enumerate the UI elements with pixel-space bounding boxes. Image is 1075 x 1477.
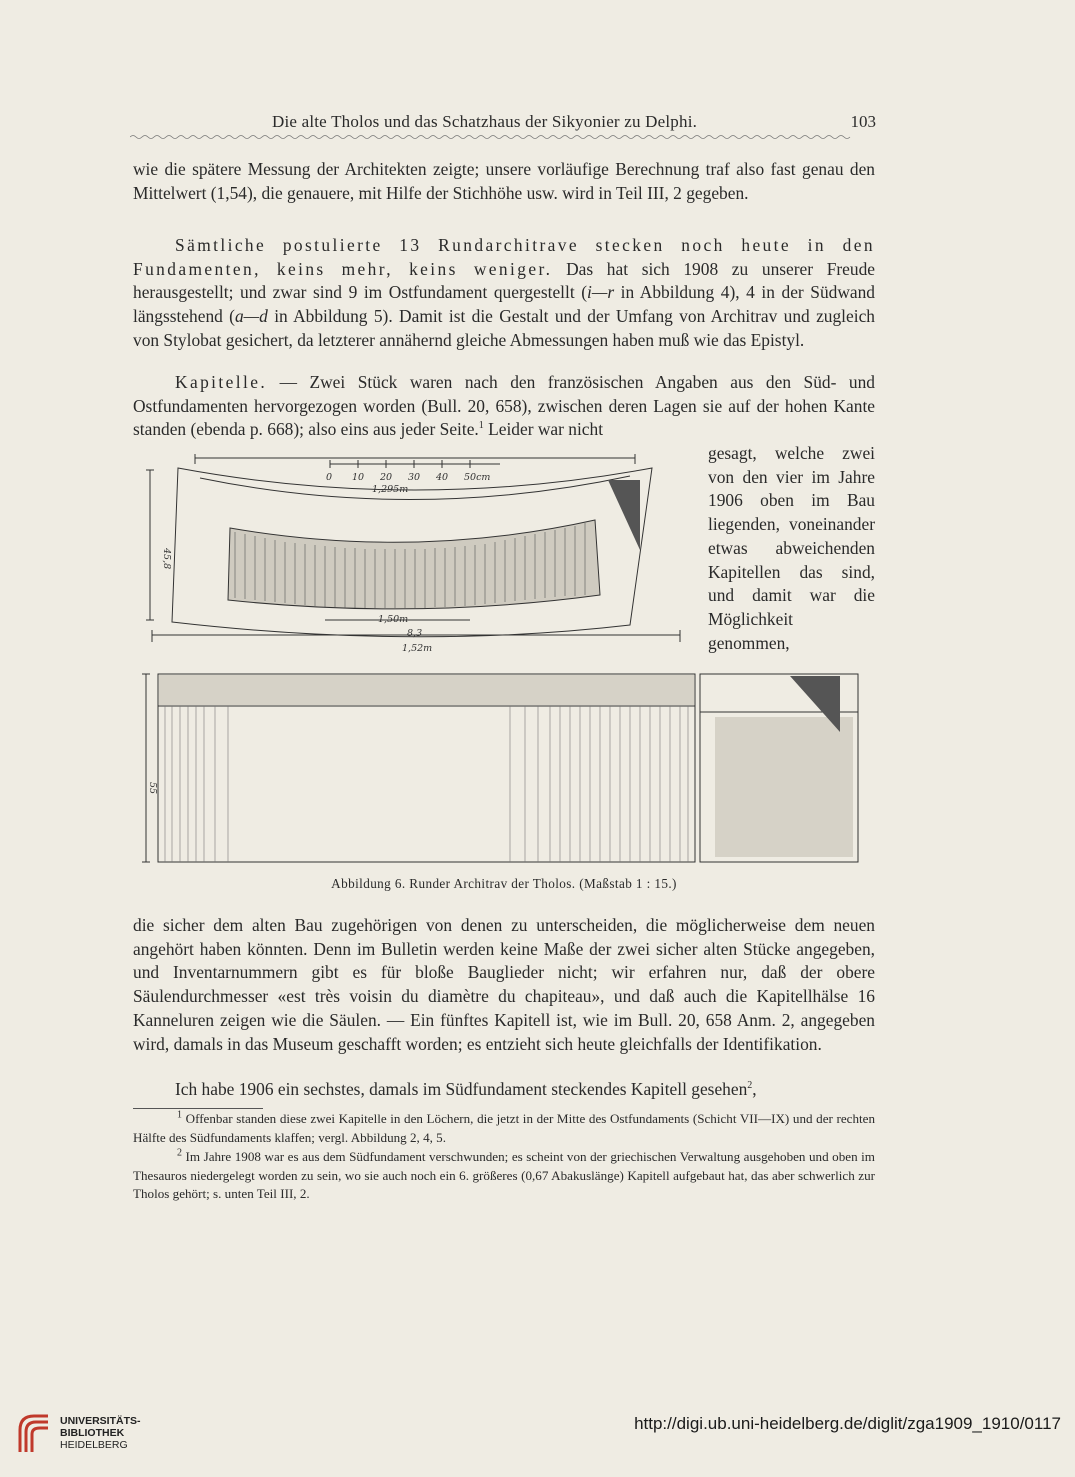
footnote-rule bbox=[133, 1108, 263, 1109]
logo-line-2: BIBLIOTHEK bbox=[60, 1427, 125, 1439]
footnote-1-mark: 1 bbox=[177, 1109, 182, 1121]
library-logo[interactable] bbox=[14, 1412, 164, 1458]
page-number: 103 bbox=[850, 112, 876, 131]
source-url[interactable]: http://digi.ub.uni-heidelberg.de/diglit/zga1909_1910/0117 bbox=[634, 1414, 1061, 1433]
section-heading-kapitelle: Kapitelle. bbox=[175, 372, 268, 392]
scale-tick-0: 0 bbox=[326, 472, 333, 483]
footnote-1: $^1$ Offenbar standen diese zwei Kapitelle in den Löchern, die jetzt in der Mitte des Ostfundaments (Schicht VII—IX) und der rechten Hälfte des Südfundaments klaffen; vergl. Abbildung 2, 4, 5. bbox=[133, 1109, 875, 1145]
figure-caption: Abbildung 6. Runder Architrav der Tholos. (Maßstab 1 : 15.) bbox=[331, 876, 677, 891]
figure-elevation-views bbox=[140, 672, 875, 867]
dim-top-label: 1,295m bbox=[372, 484, 409, 495]
footnote-ref-1[interactable]: 1 bbox=[478, 420, 484, 432]
scale-tick-40: 40 bbox=[436, 472, 449, 483]
paragraph-2: Sämtliche postulierte 13 Rundarchitrave stecken noch heute in den Fundamenten, keins mehr, keins weniger. Das hat sich 1908 zu unserer Freude herausgestellt; und zwar sind 9 im Ostfundament quergestellt (i—r in Abbildung 4), 4 in der Südwand längsstehend (a—d in Abbildung 5). Damit ist die Gestalt und der Umfang von Architrav und zugleich von Stylobat gesichert, da letzterer annähernd gleiche Abmessungen haben muß wie das Epistyl. bbox=[133, 235, 876, 350]
paragraph-1: wie die spätere Messung der Architekten zeigte; unsere vorläufige Berechnung traf also fast genau den Mittelwert (1,54), die genauere, mit Hilfe der Stichhöhe usw. wird in Teil III, 2 gegeben. bbox=[133, 159, 875, 203]
header-wavy-rule bbox=[130, 134, 876, 140]
dim-elevation-height: 55 bbox=[147, 782, 158, 795]
paragraph-3: Kapitelle. — Zwei Stück waren nach den französischen Angaben aus den Süd- und Ostfundamenten hervorgezogen worden (Bull. 20, 658), zwischen deren Lagen sie auf der hohen Kante standen (ebenda p. 668); also eins aus jeder Seite.$^1$ Leider war nicht bbox=[133, 372, 875, 440]
running-title: Die alte Tholos und das Schatzhaus der Sikyonier zu Delphi. bbox=[272, 112, 698, 131]
figure-plan-view bbox=[140, 450, 695, 665]
footnote-2: $^2$ Im Jahre 1908 war es aus dem Südfundament verschwunden; es scheint von der griechischen Verwaltung ausgehoben und oben im Thesauros niedergelegt worden zu sein, wo sie auch noch ein 6. größeres (0,67 Abakuslänge) Kapitell aufgebaut hat, das aber schwerlich zur Tholos gehört; s. unten Teil III, 2. bbox=[133, 1147, 875, 1202]
dim-height-label: 45,8 bbox=[161, 548, 172, 570]
logo-line-1: UNIVERSITÄTS- bbox=[60, 1415, 141, 1427]
scale-tick-10: 10 bbox=[352, 472, 365, 483]
scale-tick-30: 30 bbox=[408, 472, 421, 483]
dim-small-label: 8,3 bbox=[407, 628, 423, 639]
dim-outer-label: 1,52m bbox=[402, 643, 433, 654]
logo-line-3: HEIDELBERG bbox=[60, 1439, 128, 1451]
footnote-2-mark: 2 bbox=[177, 1147, 182, 1159]
paragraph-4: die sicher dem alten Bau zugehörigen von denen zu unterscheiden, die möglicherweise dem neuen angehört haben könnten. Denn im Bulletin werden keine Maße der zwei sicher alten Stücke angegeben, und Inventarnummern gibt es für bloße Bauglieder nicht; wir erfahren nur, daß der obere Säulendurchmesser «est très voisin du diamètre du chapiteau», und daß auch die Kapitellhälse 16 Kanneluren zeigen wie die Säulen. — Ein fünftes Kapitell ist, wie im Bull. 20, 658 Anm. 2, angegeben wird, damals in das Museum geschafft worden; es entzieht sich heute gleichfalls der Identifikation. bbox=[133, 915, 875, 1054]
side-text: gesagt, welche zwei von den vier im Jahre 1906 oben im Bau liegenden, voneinander etwas abweichenden Kapitellen das sind, und damit war die Möglichkeit genommen, bbox=[708, 443, 875, 653]
paragraph-5: Ich habe 1906 ein sechstes, damals im Südfundament steckendes Kapitell gesehen$^2$, bbox=[175, 1079, 757, 1099]
spaced-phrase: Sämtliche postulierte 13 Rundarchitrave stecken noch heute in den Fundamenten, keins mehr, keins weniger. bbox=[133, 235, 875, 279]
scale-tick-20: 20 bbox=[380, 472, 393, 483]
footnote-ref-2[interactable]: 2 bbox=[747, 1080, 753, 1092]
scale-tick-50: 50cm bbox=[464, 472, 491, 483]
library-logo-icon bbox=[14, 1412, 54, 1456]
dim-inner-label: 1,50m bbox=[378, 614, 409, 625]
